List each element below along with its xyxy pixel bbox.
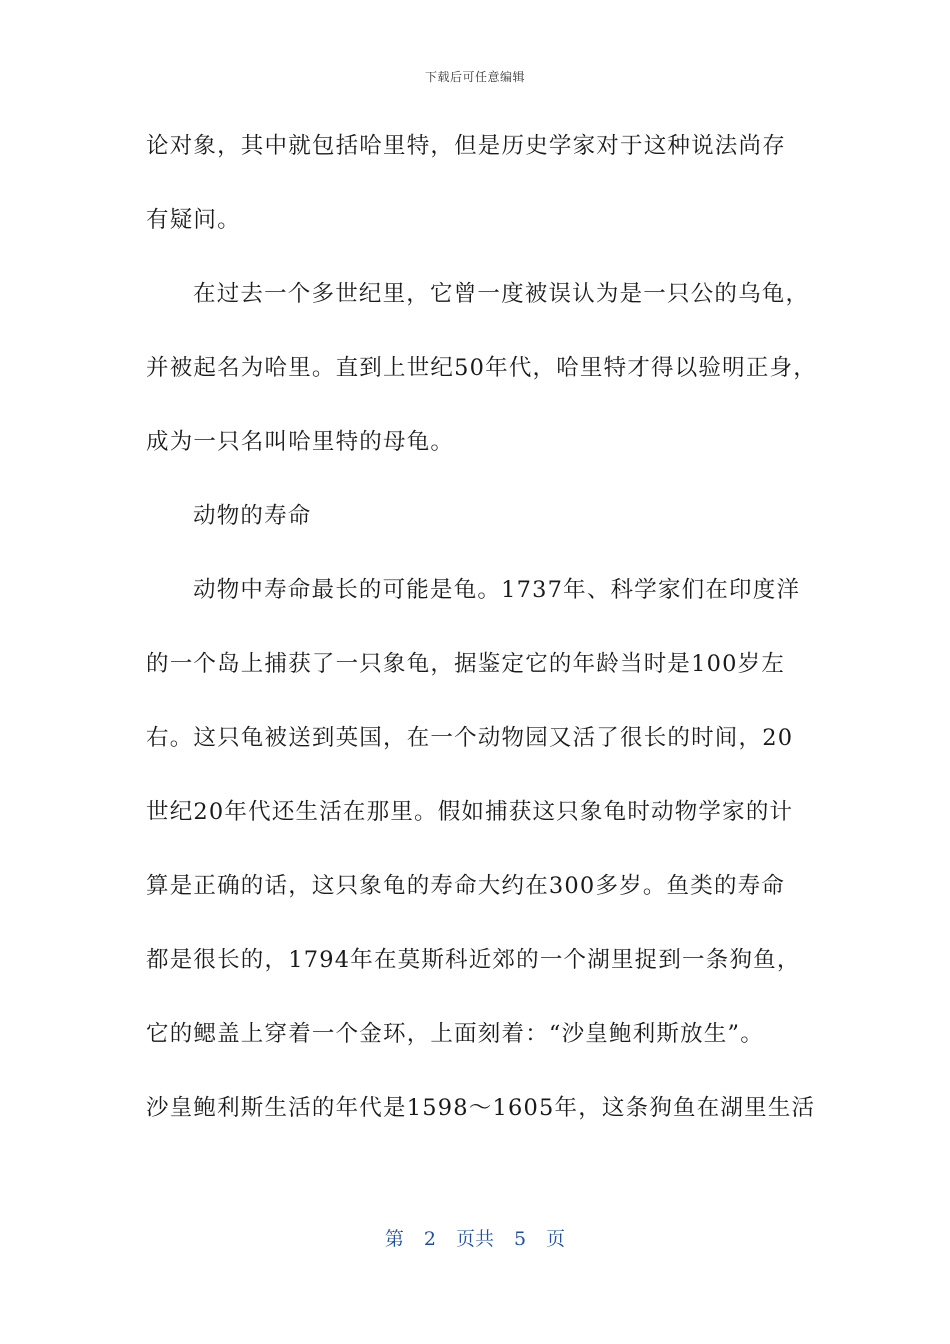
text-line: 成为一只名叫哈里特的母龟。 <box>146 429 455 455</box>
total-pages-number: 5 <box>514 1228 527 1250</box>
page-suffix: 页 <box>546 1228 566 1250</box>
document-body <box>146 112 818 1148</box>
page-prefix: 第 <box>384 1228 404 1250</box>
page-mid-label: 页共 <box>455 1228 494 1250</box>
page-number-footer <box>0 1224 950 1251</box>
text-line: 论对象，其中就包括哈里特，但是历史学家对于这种说法尚存 <box>146 133 786 159</box>
text-line: 都是很长的，1794年在莫斯科近郊的一个湖里捉到一条狗鱼， <box>146 947 801 973</box>
paragraph-start-line: 在过去一个多世纪里，它曾一度被误认为是一只公的乌龟， <box>193 281 810 307</box>
text-line: 右。这只龟被送到英国，在一个动物园又活了很长的时间，20 <box>146 725 794 751</box>
text-line: 它的鳃盖上穿着一个金环，上面刻着：“沙皇鲍利斯放生”。 <box>146 1021 764 1047</box>
header-note: 下载后可任意编辑 <box>424 70 525 84</box>
current-page-number: 2 <box>423 1228 436 1250</box>
section-heading: 动物的寿命 <box>193 503 312 529</box>
text-line: 并被起名为哈里。直到上世纪50年代，哈里特才得以验明正身， <box>146 355 817 381</box>
text-line: 有疑问。 <box>146 207 241 233</box>
text-line: 的一个岛上捕获了一只象龟，据鉴定它的年龄当时是100岁左 <box>146 651 786 677</box>
text-line: 算是正确的话，这只象龟的寿命大约在300多岁。鱼类的寿命 <box>146 873 786 899</box>
text-line: 世纪20年代还生活在那里。假如捕获这只象龟时动物学家的计 <box>146 799 794 825</box>
paragraph-start-line: 动物中寿命最长的可能是龟。1737年、科学家们在印度洋 <box>193 577 801 603</box>
text-line: 沙皇鲍利斯生活的年代是1598～1605年，这条狗鱼在湖里生活 <box>146 1095 816 1121</box>
